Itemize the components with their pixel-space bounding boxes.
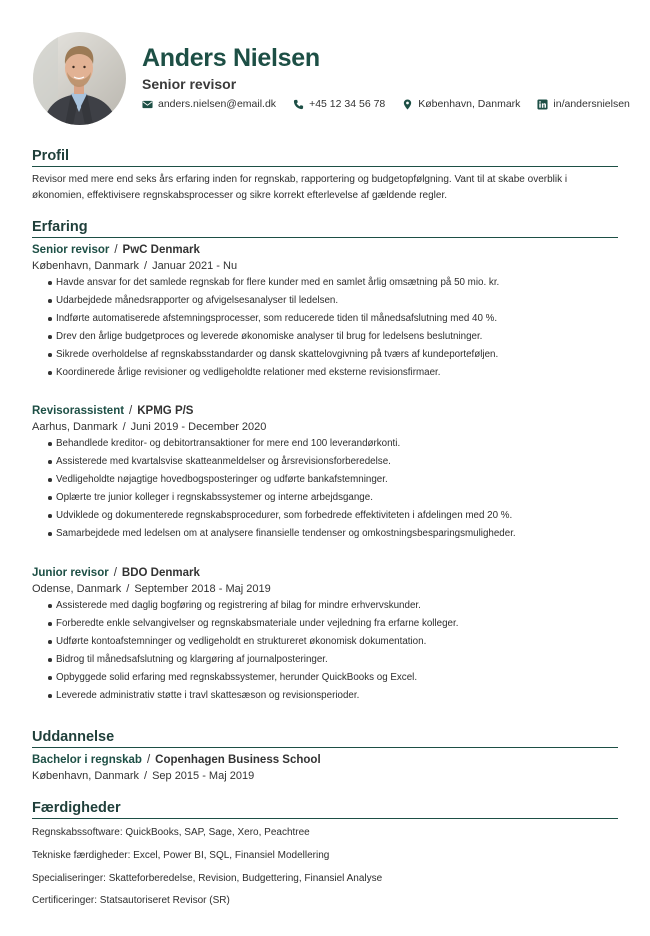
school: Copenhagen Business School <box>155 754 321 766</box>
job-bullet: Udførte kontoafstemninger og vedligeholdt en struktureret økonomisk dokumentation. <box>48 633 618 651</box>
job-bullet: Leverede administrativ støtte i travl skattesæson og revisionsperioder. <box>48 687 618 705</box>
contact-linkedin[interactable] <box>537 98 629 110</box>
linkedin-icon <box>537 99 548 110</box>
job-bullet: Samarbejdede med ledelsen om at analysere finansielle tendenser og omkostningsbesparingsmuligheder. <box>48 525 618 543</box>
skill-line: Specialiseringer: Skatteforberedelse, Revision, Budgettering, Finansiel Analyse <box>32 873 383 884</box>
job-bullet: Behandlede kreditor- og debitortransaktioner for mere end 100 leverandørkonti. <box>48 435 618 453</box>
job-bullet: Sikrede overholdelse af regnskabsstandarder og dansk skattelovgivning på tværs af kundeporteføljen. <box>48 346 618 364</box>
resume-header <box>32 0 630 140</box>
contact-email-text: anders.nielsen@email.dk <box>158 98 277 110</box>
skill-line: Tekniske færdigheder: Excel, Power BI, SQL, Finansiel Modellering <box>32 850 330 861</box>
separator: / <box>129 405 133 417</box>
separator: / <box>114 244 118 256</box>
job-bullet: Assisterede med kvartalsvise skatteanmeldelser og årsrevisionsforberedelse. <box>48 453 618 471</box>
job-entry <box>32 244 618 382</box>
job-period: Juni 2019 - December 2020 <box>130 421 267 433</box>
job-company: BDO Denmark <box>121 567 200 579</box>
separator: / <box>122 421 126 433</box>
job-bullet: Udarbejdede månedsrapporter og afvigelsesanalyser til ledelsen. <box>48 292 618 310</box>
job-company: PwC Denmark <box>122 244 200 256</box>
mail-icon <box>142 99 153 110</box>
contact-linkedin-text: in/andersnielsen <box>553 98 630 110</box>
section-heading-skills: Færdigheder <box>32 800 618 819</box>
separator: / <box>146 754 151 766</box>
job-bullet: Drev den årlige budgetproces og leverede økonomiske analyser til brug for ledelsens beslutninger. <box>48 328 618 346</box>
education-meta <box>32 770 618 782</box>
job-meta <box>32 421 618 433</box>
candidate-name: Anders Nielsen <box>142 44 320 72</box>
job-bullet: Forberedte enkle selvangivelser og regnskabsmateriale under vejledning fra erfarne kolleger. <box>48 615 618 633</box>
job-entry <box>32 405 618 543</box>
job-header <box>32 244 618 256</box>
portrait-image <box>33 32 126 125</box>
job-bullets <box>32 435 618 543</box>
profile-photo <box>33 32 126 125</box>
job-bullet: Koordinerede årlige revisioner og vedligeholdte relationer med eksterne revisionsfirmaer. <box>48 364 618 382</box>
job-period: Januar 2021 - Nu <box>152 260 238 272</box>
skill-line: Regnskabssoftware: QuickBooks, SAP, Sage, Xero, Peachtree <box>32 827 310 838</box>
job-role: Senior revisor <box>32 244 110 256</box>
education-location: København, Danmark <box>32 770 139 782</box>
job-location: København, Danmark <box>32 260 139 272</box>
job-bullet: Opbyggede solid erfaring med regnskabssystemer, herunder QuickBooks og Excel. <box>48 669 618 687</box>
contact-phone[interactable] <box>293 98 385 110</box>
separator: / <box>126 583 130 595</box>
job-header <box>32 567 618 579</box>
education-period: Sep 2015 - Maj 2019 <box>152 770 255 782</box>
job-bullet: Havde ansvar for det samlede regnskab for flere kunder med en samlet årlig omsætning på 50 mio. kr. <box>48 274 618 292</box>
contact-location-text: København, Danmark <box>418 98 521 110</box>
job-bullet: Assisterede med daglig bogføring og registrering af bilag for mindre erhvervskunder. <box>48 597 618 615</box>
job-bullet: Udviklede og dokumenterede regnskabsprocedurer, som forbedrede effektiviteten i afdelingen med 20 %. <box>48 507 618 525</box>
section-heading-profile: Profil <box>32 148 618 167</box>
education-entry <box>32 754 618 782</box>
job-bullet: Vedligeholdte nøjagtige hovedbogsposteringer og udførte bankafstemninger. <box>48 471 618 489</box>
phone-icon <box>293 99 304 110</box>
job-company: KPMG P/S <box>137 405 194 417</box>
education-header <box>32 754 618 766</box>
job-meta <box>32 260 618 272</box>
experience-section <box>32 219 618 701</box>
job-header <box>32 405 618 417</box>
job-bullets <box>32 274 618 382</box>
job-meta <box>32 583 618 595</box>
skills-section <box>32 800 618 906</box>
job-bullets <box>32 597 618 705</box>
degree: Bachelor i regnskab <box>32 754 142 766</box>
job-location: Odense, Danmark <box>32 583 122 595</box>
job-period: September 2018 - Maj 2019 <box>134 583 271 595</box>
skill-line: Certificeringer: Statsautoriseret Revisor (SR) <box>32 895 230 906</box>
separator: / <box>144 260 148 272</box>
profile-section <box>32 148 618 204</box>
job-role: Revisorassistent <box>32 405 125 417</box>
separator: / <box>144 770 148 782</box>
section-heading-education: Uddannelse <box>32 729 618 748</box>
profile-summary: Revisor med mere end seks års erfaring inden for regnskab, rapportering og budgetopfølgning. Vant til at skabe overblik i økonomien, effektivisere regnskabsprocesser og sikre korrekt efterlevelse af gældende regler. <box>32 174 568 201</box>
job-bullet: Indførte automatiserede afstemningsprocesser, som reducerede tiden til månedsafslutning med 40 %. <box>48 310 618 328</box>
resume-page <box>32 0 630 906</box>
separator: / <box>113 567 117 579</box>
contact-bar <box>142 98 630 110</box>
job-entry <box>32 567 618 705</box>
section-heading-experience: Erfaring <box>32 219 618 238</box>
job-bullet: Bidrog til månedsafslutning og klargøring af journalposteringer. <box>48 651 618 669</box>
candidate-title: Senior revisor <box>142 76 237 92</box>
location-pin-icon <box>402 99 413 110</box>
contact-location <box>402 98 520 110</box>
job-location: Aarhus, Danmark <box>32 421 118 433</box>
job-bullet: Oplærte tre junior kolleger i regnskabssystemer og interne arbejdsgange. <box>48 489 618 507</box>
education-section <box>32 729 618 782</box>
contact-phone-text: +45 12 34 56 78 <box>309 98 386 110</box>
job-role: Junior revisor <box>32 567 109 579</box>
contact-email[interactable] <box>142 98 276 110</box>
